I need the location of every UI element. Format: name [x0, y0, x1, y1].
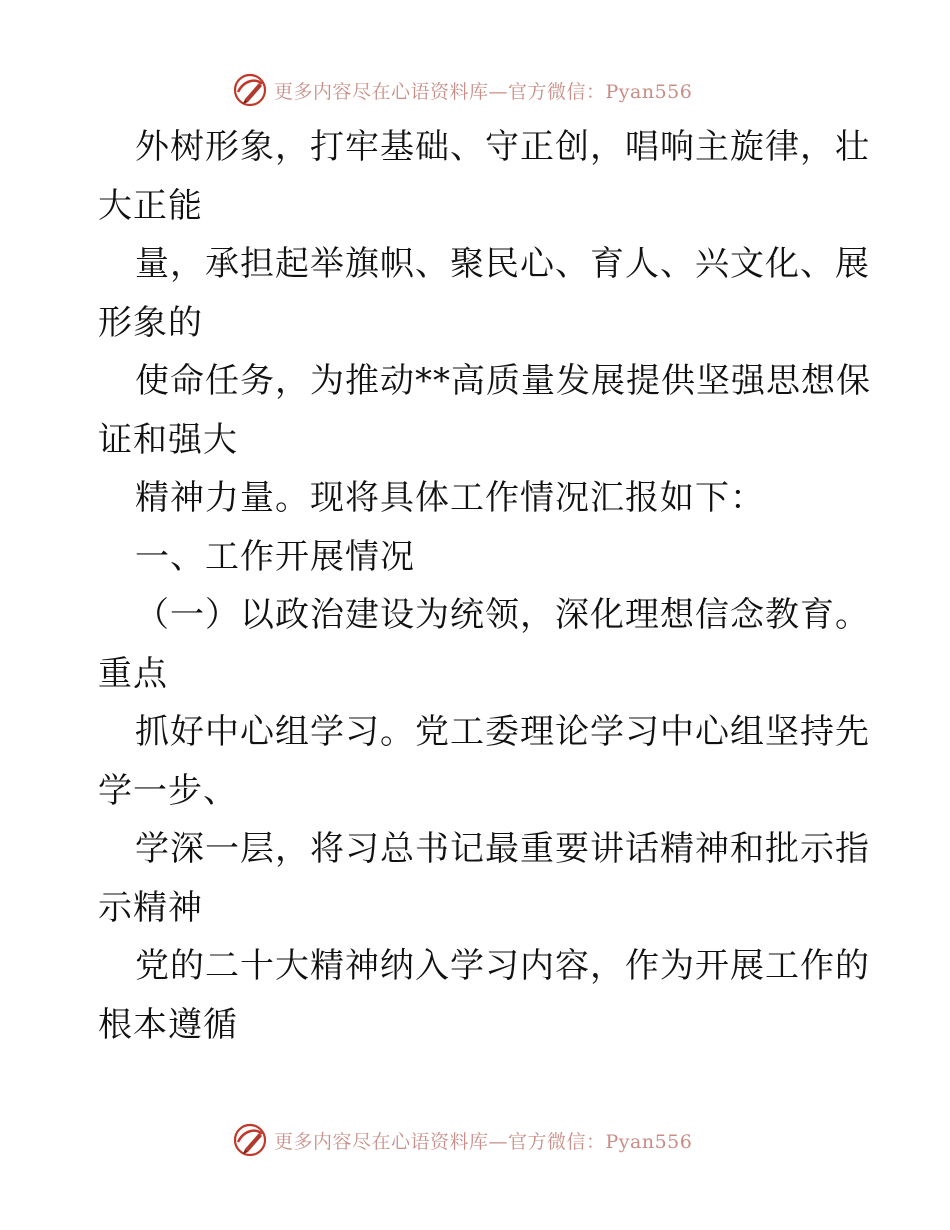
document-body [98, 118, 871, 1054]
footer-banner [232, 1120, 732, 1160]
text-line: 示精神 [98, 887, 203, 928]
text-line: 外树形象，打牢基础、守正创，唱响主旋律，壮 [135, 127, 870, 167]
footer-banner-text: 更多内容尽在心语资料库—官方微信：Pyan556 [274, 1130, 693, 1153]
section-heading: 一、工作开展情况 [135, 536, 415, 577]
text-line: 学一步、 [98, 770, 238, 811]
pen-logo-icon [232, 1122, 268, 1158]
subsection-heading: （一）以政治建设为统领，深化理想信念教育。 [135, 595, 870, 635]
text-line: 证和强大 [98, 419, 238, 460]
text-line: 精神力量。现将具体工作情况汇报如下： [135, 478, 765, 518]
text-line: 使命任务，为推动**高质量发展提供坚强思想保 [135, 361, 871, 401]
text-line: 抓好中心组学习。党工委理论学习中心组坚持先 [135, 712, 870, 752]
text-line: 形象的 [98, 302, 203, 343]
header-banner [232, 70, 732, 110]
pen-logo-icon [232, 72, 268, 108]
header-banner-text: 更多内容尽在心语资料库—官方微信：Pyan556 [274, 80, 693, 103]
text-line: 量，承担起举旗帜、聚民心、育人、兴文化、展 [135, 244, 870, 284]
text-line: 重点 [98, 653, 168, 694]
text-line: 学深一层，将习总书记最重要讲话精神和批示指 [135, 829, 870, 869]
text-line: 党的二十大精神纳入学习内容，作为开展工作的 [135, 946, 870, 986]
text-line: 根本遵循 [98, 1004, 238, 1045]
text-line: 大正能 [98, 185, 203, 226]
